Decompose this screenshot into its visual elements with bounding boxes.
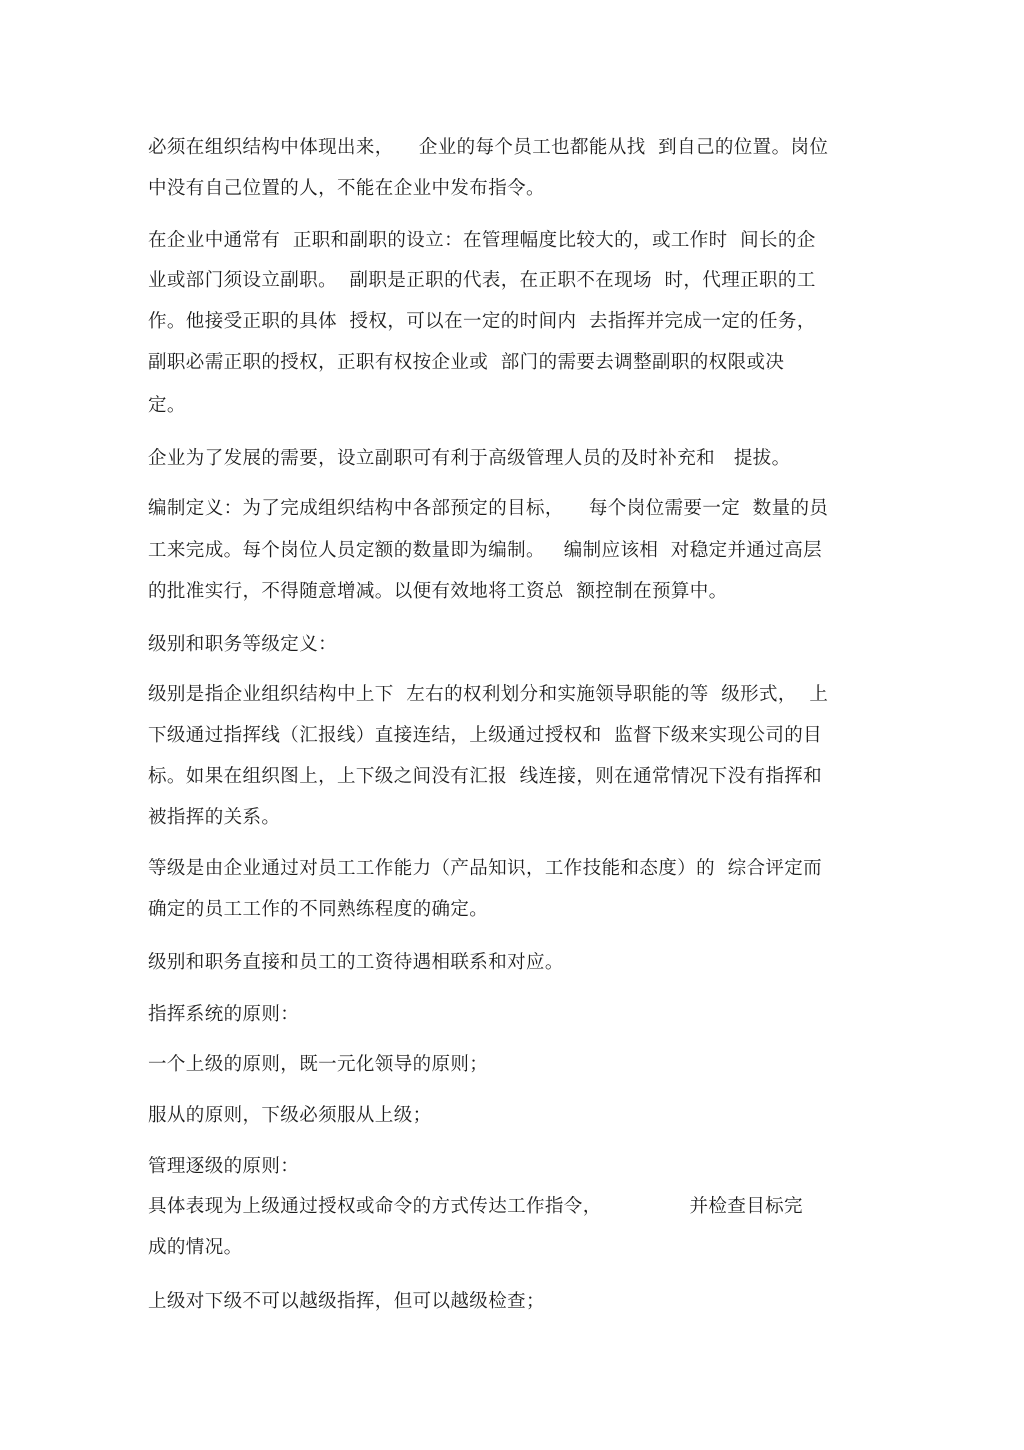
text-line: 级别是指企业组织结构中上下 左右的权利划分和实施领导职能的等 级形式， 上 — [148, 684, 829, 705]
text-line: 的批准实行，不得随意增减。以便有效地将工资总 额控制在预算中。 — [148, 581, 728, 602]
text-line: 确定的员工工作的不同熟练程度的确定。 — [148, 899, 489, 920]
text-line: 定。 — [148, 395, 186, 416]
text-line: 级别和职务直接和员工的工资待遇相联系和对应。 — [148, 952, 564, 973]
text-line: 级别和职务等级定义： — [148, 634, 338, 655]
text-line: 标。如果在组织图上，上下级之间没有汇报 线连接，则在通常情况下没有指挥和 — [148, 766, 823, 787]
text-line: 在企业中通常有 正职和副职的设立：在管理幅度比较大的，或工作时 间长的企 — [148, 230, 816, 251]
text-line: 副职必需正职的授权，正职有权按企业或 部门的需要去调整副职的权限或决 — [148, 352, 785, 373]
text-line: 编制定义：为了完成组织结构中各部预定的目标， 每个岗位需要一定 数量的员 — [148, 498, 829, 519]
text-line: 被指挥的关系。 — [148, 807, 281, 828]
text-line: 上级对下级不可以越级指挥，但可以越级检查； — [148, 1291, 545, 1312]
text-line: 工来完成。每个岗位人员定额的数量即为编制。 编制应该相 对稳定并通过高层 — [148, 540, 823, 561]
text-line: 作。他接受正职的具体 授权，可以在一定的时间内 去指挥并完成一定的任务， — [148, 311, 816, 332]
text-line: 企业为了发展的需要，设立副职可有利于高级管理人员的及时补充和 提拔。 — [148, 448, 791, 469]
text-line: 必须在组织结构中体现出来， 企业的每个员工也都能从找 到自己的位置。岗位 — [148, 137, 829, 158]
text-line: 指挥系统的原则： — [148, 1004, 300, 1025]
text-line: 具体表现为上级通过授权或命令的方式传达工作指令， 并检查目标完 — [148, 1196, 803, 1217]
text-line: 等级是由企业通过对员工工作能力（产品知识，工作技能和态度）的 综合评定而 — [148, 858, 823, 879]
text-line: 成的情况。 — [148, 1237, 243, 1258]
text-line: 服从的原则，下级必须服从上级； — [148, 1105, 432, 1126]
text-line: 中没有自己位置的人，不能在企业中发布指令。 — [148, 178, 545, 199]
text-line: 一个上级的原则，既一元化领导的原则； — [148, 1054, 489, 1075]
text-line: 管理逐级的原则： — [148, 1156, 300, 1177]
text-line: 业或部门须设立副职。 副职是正职的代表，在正职不在现场 时，代理正职的工 — [148, 270, 816, 291]
text-line: 下级通过指挥线（汇报线）直接连结，上级通过授权和 监督下级来实现公司的目 — [148, 725, 823, 746]
